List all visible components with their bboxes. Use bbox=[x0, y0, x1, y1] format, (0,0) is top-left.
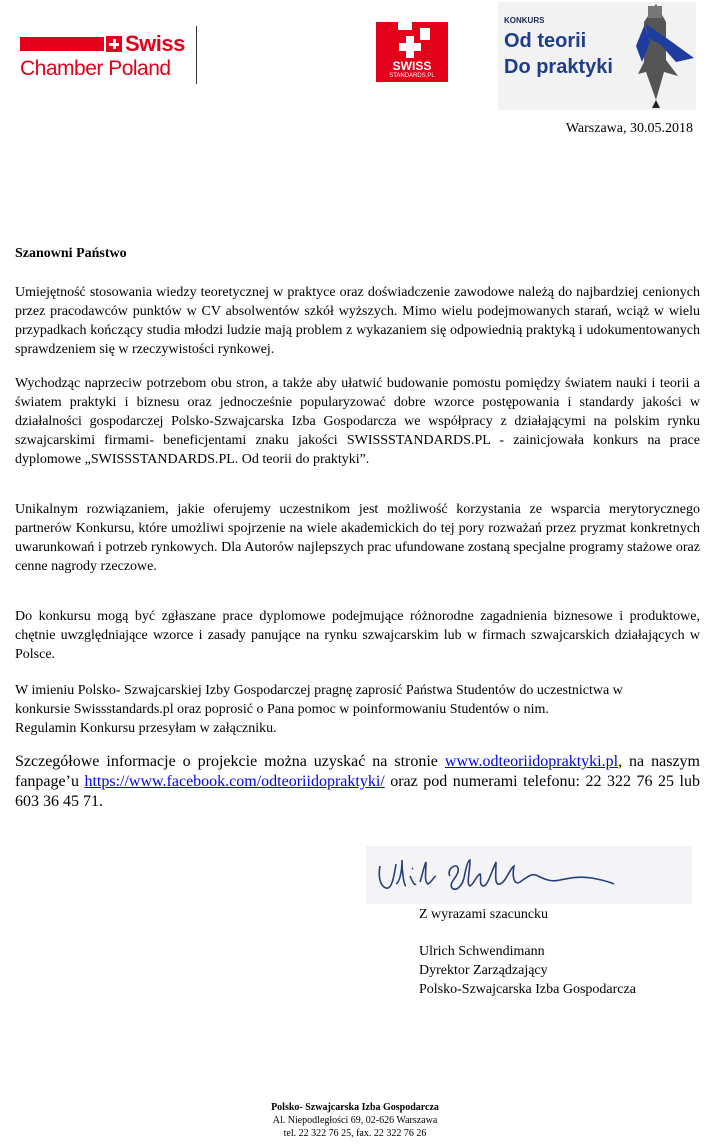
paragraph-6 bbox=[15, 752, 700, 812]
paragraph-5-line-3: Regulamin Konkursu przesyłam w załączniku. bbox=[15, 721, 277, 736]
paragraph-4: Do konkursu mogą być zgłaszane prace dyplomowe podejmujące różnorodne zagadnienia biznesowe i produktowe, chętnie uwzględniające wzorce i zasady panujące na rynku szwajcarskim lub w firmach szwajcarskich działających w Polsce. bbox=[15, 609, 700, 662]
facebook-link[interactable]: https://www.facebook.com/odteoriidopraktyki/ bbox=[84, 773, 385, 790]
swissstandards-logo bbox=[376, 22, 448, 82]
handwritten-signature bbox=[366, 846, 692, 904]
signer-org: Polsko-Szwajcarska Izba Gospodarcza bbox=[419, 982, 636, 997]
logo-red-bar bbox=[20, 37, 104, 51]
pencil-icon bbox=[616, 2, 696, 110]
paragraph-5-line-2: konkursie Swissstandards.pl oraz poprosić o Pana pomoc w poinformowaniu Studentów o nim. bbox=[15, 702, 549, 717]
paragraph-1: Umiejętność stosowania wiedzy teoretycznej w praktyce oraz doświadczenie zawodowe należą do najbardziej cenionych przez pracodawców punktów w CV absolwentów szkół wyższych. Mimo wielu podejmowanych starań, wciąż w wielu przypadkach kończący studia młodzi ludzie mają problem z wykazaniem się odpowiednią praktyką i udokumentowanych sprawdzeniem się w rzeczywistości rynkowej. bbox=[15, 285, 700, 357]
contact-text-2: , na naszym fanpage’u bbox=[15, 753, 700, 790]
logo-divider bbox=[196, 26, 197, 84]
konkurs-logo bbox=[498, 2, 696, 110]
logo-line2: STANDARDS.PL bbox=[389, 73, 435, 79]
paragraph-3: Unikalnym rozwiązaniem, jakie oferujemy uczestnikom jest możliwość korzystania ze wsparcia merytorycznego partnerów Konkursu, które umożliwi spojrzenie na wiele akademickich do tej pory rozważań przez pryzmat konkretnych uwarunkowań i potrzeb rynkowych. Dla Autorów najlepszych prac ufundowane zostaną specjalne programy stażowe oraz cenne nagrody rzeczowe. bbox=[15, 502, 700, 574]
logo-name: Chamber Poland bbox=[20, 57, 171, 80]
letter-footer bbox=[0, 1101, 710, 1140]
footer-org: Polsko- Szwajcarska Izba Gospodarcza bbox=[271, 1102, 439, 1113]
contact-text-1: Szczegółowe informacje o projekcie można uzyskać na stronie bbox=[15, 753, 445, 770]
footer-address: Al. Niepodległości 69, 02-626 Warszawa bbox=[272, 1115, 438, 1126]
signer-title: Dyrektor Zarządzający bbox=[419, 963, 548, 978]
paragraph-5 bbox=[15, 681, 700, 738]
konkurs-title-line2: Do praktyki bbox=[504, 56, 613, 78]
signer-name: Ulrich Schwendimann bbox=[419, 944, 545, 959]
signer-block bbox=[419, 942, 636, 999]
footer-phones: tel. 22 322 76 25, fax. 22 322 76 26 bbox=[283, 1128, 427, 1139]
logo-word: Swiss bbox=[125, 31, 185, 56]
swiss-chamber-poland-logo bbox=[20, 30, 200, 86]
logo-line1: SWISS bbox=[392, 59, 432, 73]
contact-text-3: oraz pod numerami telefonu: 22 322 76 25 lub 603 36 45 71. bbox=[15, 773, 700, 810]
website-link[interactable]: www.odteoriidopraktyki.pl bbox=[444, 753, 619, 770]
salutation: Szanowni Państwo bbox=[15, 246, 127, 261]
letter-date: Warszawa, 30.05.2018 bbox=[565, 121, 693, 136]
konkurs-label: KONKURS bbox=[504, 16, 545, 25]
paragraph-2: Wychodząc naprzeciw potrzebom obu stron, a także aby ułatwić budowanie pomostu pomiędzy światem nauki i teorii a światem praktyki i biznesu oraz jednocześnie popularyzować dobre wzorce postępowania i standardy jakości w działalności gospodarczej Polsko-Szwajcarska Izba Gospodarcza we współpracy z działającymi na polskim rynku szwajcarskimi firmami- beneficjentami znaku jakości SWISSSTANDARDS.PL - zainicjowała konkurs na prace dyplomowe „SWISSSTANDARDS.PL. Od teorii do praktyki”. bbox=[15, 376, 700, 467]
swiss-cross-icon bbox=[106, 36, 122, 52]
konkurs-title-line1: Od teorii bbox=[504, 30, 587, 52]
paragraph-5-line-1: W imieniu Polsko- Szwajcarskiej Izby Gospodarczej pragnę zaprosić Państwa Studentów do uczestnictwa w bbox=[15, 683, 623, 698]
closing-phrase: Z wyrazami szacuncku bbox=[419, 907, 549, 922]
